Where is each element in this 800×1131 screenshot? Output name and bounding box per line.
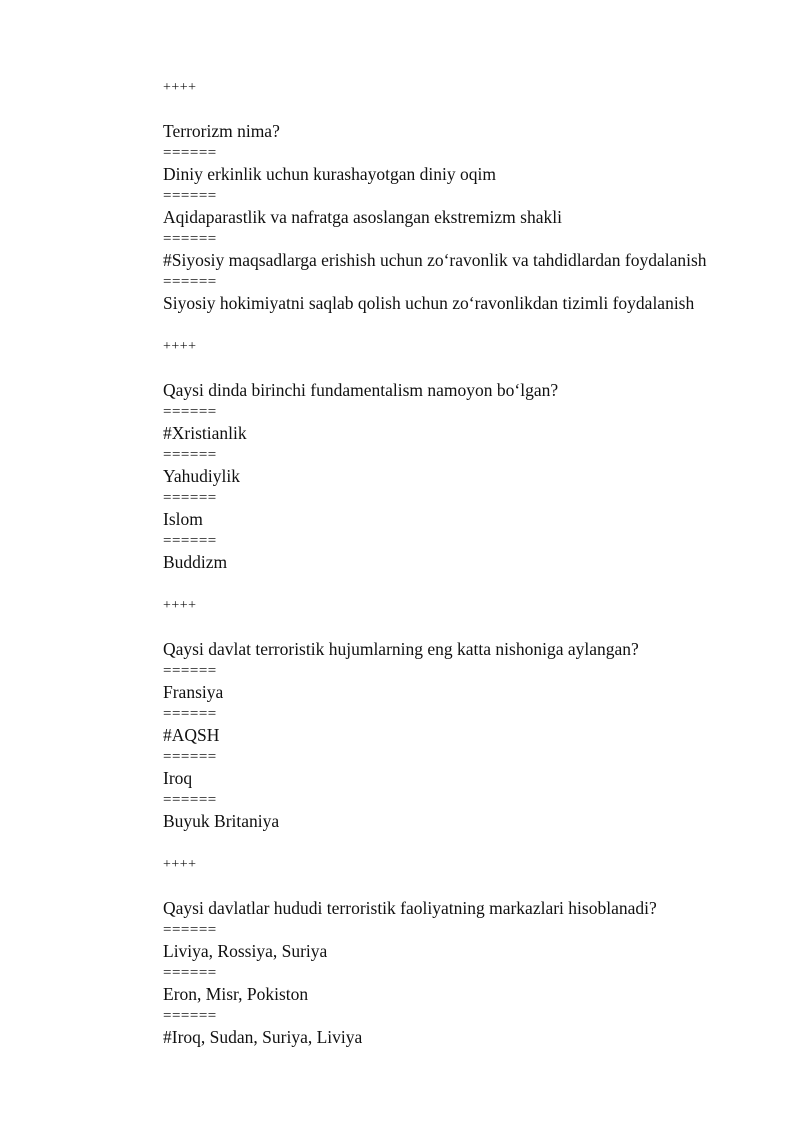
separator: ====== [163, 490, 217, 506]
option-text: Eron, Misr, Pokiston [163, 984, 309, 1004]
option-text: Siyosiy hokimiyatni saqlab qolish uchun zo‘ravonlikdan tizimli foydalanish [163, 293, 695, 313]
separator: ====== [163, 965, 217, 981]
option-text: Yahudiylik [163, 466, 240, 486]
question-text: Terrorizm nima? [163, 121, 280, 141]
option-text: Fransiya [163, 682, 224, 702]
option-text: Diniy erkinlik uchun kurashayotgan diniy oqim [163, 164, 496, 184]
option-text: Buyuk Britaniya [163, 811, 280, 831]
separator: ====== [163, 145, 217, 161]
correct-option-text: #Xristianlik [163, 423, 247, 443]
option-text: Iroq [163, 768, 193, 788]
correct-option-text: #Siyosiy maqsadlarga erishish uchun zo‘ravonlik va tahdidlardan foydalanish [163, 250, 707, 270]
option-text: Islom [163, 509, 203, 529]
correct-option-text: #Iroq, Sudan, Suriya, Liviya [163, 1027, 363, 1047]
block-marker: ++++ [163, 80, 197, 95]
separator: ====== [163, 274, 217, 290]
option-text: Aqidaparastlik va nafratga asoslangan ekstremizm shakli [163, 207, 562, 227]
separator: ====== [163, 749, 217, 765]
correct-option-text: #AQSH [163, 725, 220, 745]
question-text: Qaysi dinda birinchi fundamentalism namoyon bo‘lgan? [163, 380, 559, 400]
separator: ====== [163, 404, 217, 420]
block-marker: ++++ [163, 857, 197, 872]
separator: ====== [163, 188, 217, 204]
block-marker: ++++ [163, 598, 197, 613]
separator: ====== [163, 706, 217, 722]
separator: ====== [163, 792, 217, 808]
separator: ====== [163, 533, 217, 549]
separator: ====== [163, 447, 217, 463]
question-text: Qaysi davlatlar hududi terroristik faoliyatning markazlari hisoblanadi? [163, 898, 657, 918]
separator: ====== [163, 922, 217, 938]
separator: ====== [163, 1008, 217, 1024]
option-text: Buddizm [163, 552, 228, 572]
question-text: Qaysi davlat terroristik hujumlarning eng katta nishoniga aylangan? [163, 639, 639, 659]
option-text: Liviya, Rossiya, Suriya [163, 941, 328, 961]
block-marker: ++++ [163, 339, 197, 354]
separator: ====== [163, 231, 217, 247]
separator: ====== [163, 663, 217, 679]
